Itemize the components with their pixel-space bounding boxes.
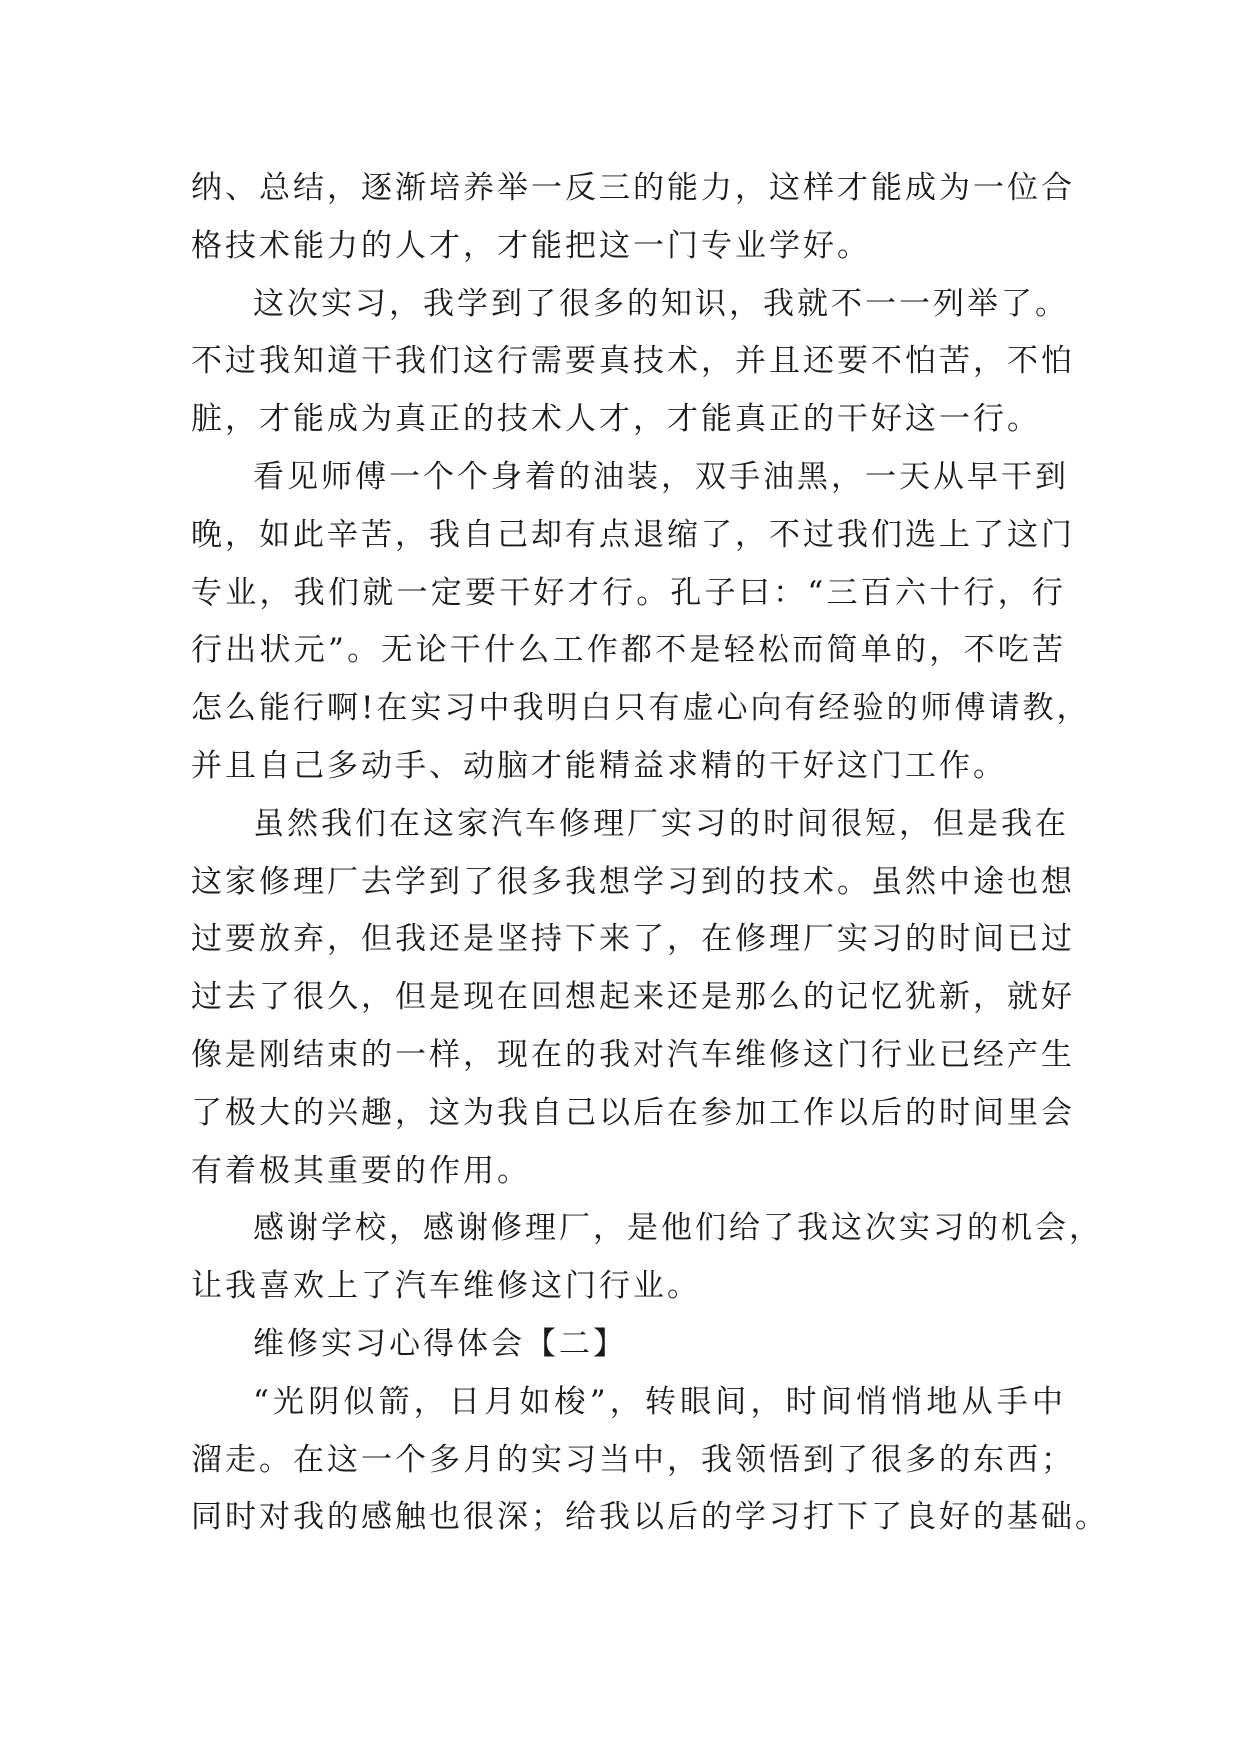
text-line: 这次实习，我学到了很多的知识，我就不一一列举了。 — [253, 285, 1069, 322]
text-line: 纳、总结，逐渐培养举一反三的能力，这样才能成为一位合 — [191, 170, 1075, 206]
text-line: 这家修理厂去学到了很多我想学习到的技术。虽然中途也想 — [191, 863, 1075, 900]
paragraph-5 — [191, 1200, 1103, 1316]
text-line: 让我喜欢上了汽车维修这门行业。 — [191, 1268, 701, 1305]
text-line: 感谢学校，感谢修理厂，是他们给了我这次实习的机会， — [253, 1210, 1103, 1247]
text-line: 过去了很久，但是现在回想起来还是那么的记忆犹新，就好 — [191, 979, 1075, 1016]
text-line: 有着极其重要的作用。 — [191, 1152, 531, 1189]
text-line: 晚，如此辛苦，我自己却有点退缩了，不过我们选上了这门 — [191, 516, 1075, 553]
text-line: 脏，才能成为真正的技术人才，才能真正的干好这一行。 — [191, 401, 1041, 438]
text-line: 同时对我的感触也很深；给我以后的学习打下了良好的基础。 — [191, 1499, 1109, 1536]
text-line: 并且自己多动手、动脑才能精益求精的干好这门工作。 — [191, 747, 1007, 784]
text-line: 不过我知道干我们这行需要真技术，并且还要不怕苦，不怕 — [191, 343, 1075, 380]
text-line: 溜走。在这一个多月的实习当中，我领悟到了很多的东西； — [191, 1441, 1075, 1478]
document-body — [191, 160, 1109, 1547]
text-line: 行出状元”。无论干什么工作都不是轻松而简单的，不吃苦 — [191, 632, 1066, 669]
section-heading: 维修实习心得体会【二】 — [253, 1325, 627, 1362]
text-line: 格技术能力的人才，才能把这一门专业学好。 — [191, 227, 871, 264]
text-line: 专业，我们就一定要干好才行。孔子曰：“三百六十行，行 — [191, 574, 1066, 611]
text-line: 了极大的兴趣，这为我自己以后在参加工作以后的时间里会 — [191, 1094, 1075, 1131]
paragraph-2 — [191, 276, 1075, 449]
paragraph-1 — [191, 160, 1075, 276]
paragraph-4 — [191, 796, 1075, 1201]
text-line: “光阴似箭，日月如梭”，转眼间，时间悄悄地从手中 — [253, 1383, 1066, 1420]
text-line: 过要放弃，但我还是坚持下来了，在修理厂实习的时间已过 — [191, 921, 1075, 958]
text-line: 怎么能行啊!在实习中我明白只有虚心向有经验的师傅请教， — [191, 690, 1091, 727]
final-paragraph — [191, 1374, 1109, 1547]
text-line: 像是刚结束的一样，现在的我对汽车维修这门行业已经产生 — [191, 1036, 1075, 1073]
paragraph-3 — [191, 449, 1091, 796]
text-line: 虽然我们在这家汽车修理厂实习的时间很短，但是我在 — [253, 805, 1069, 842]
text-line: 看见师傅一个个身着的油装，双手油黑，一天从早干到 — [253, 458, 1069, 495]
